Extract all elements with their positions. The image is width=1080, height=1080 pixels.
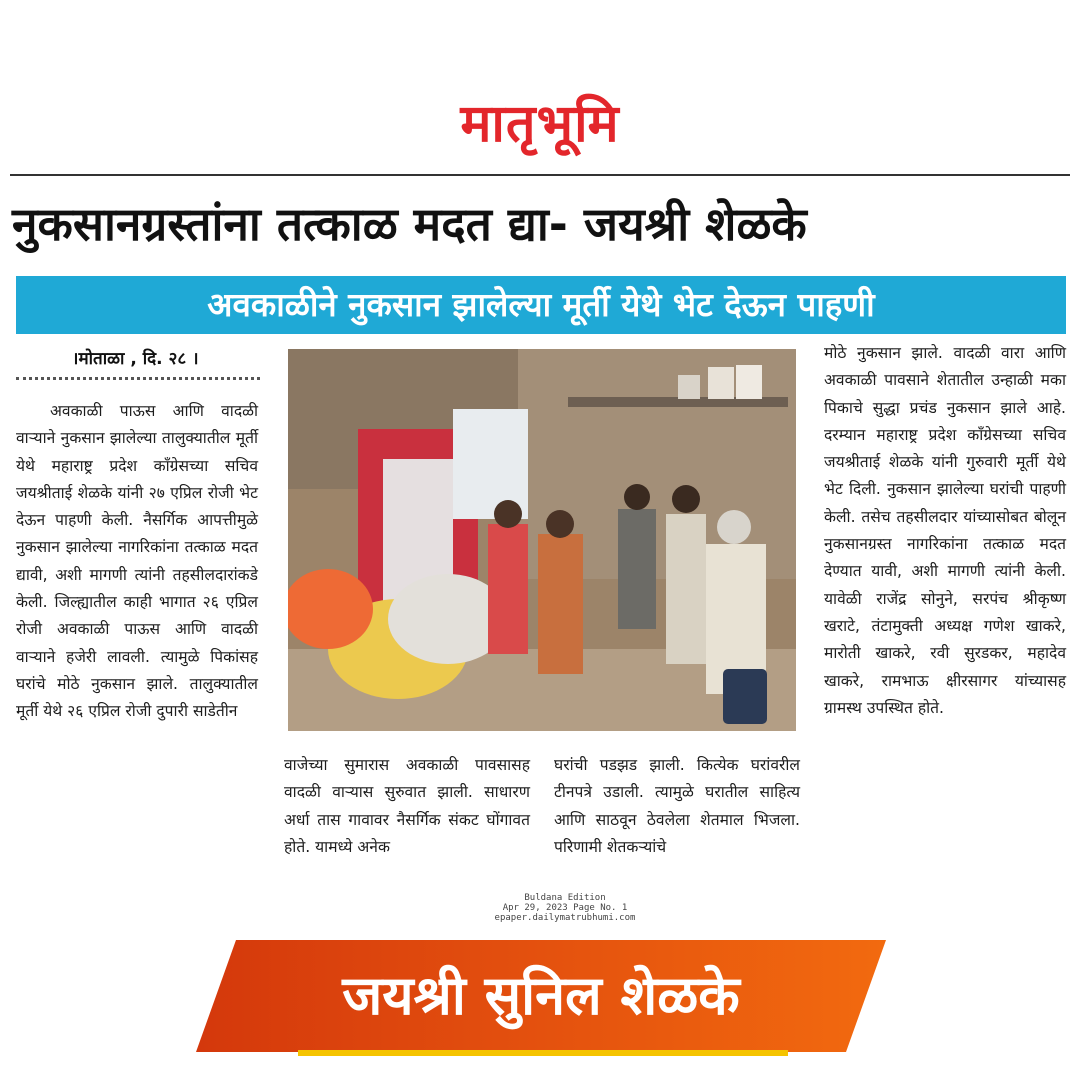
column-1-text: अवकाळी पाऊस आणि वादळी वाऱ्याने नुकसान झालेल्या तालुक्यातील मूर्ती येथे महाराष्ट्र प्रदेश काँग्रेसच्या सचिव जयश्रीताई शेळके यांनी २७ एप्रिल रोजी भेट देऊन पाहणी केली. नैसर्गिक आपत्तीमुळे नुकसान झालेल्या नागरिकांना तत्काळ मदत द्यावी, अशी मागणी त्यांनी तहसीलदारांकडे केली. जिल्ह्यातील काही भागात २६ एप्रिल रोजी अवकाळी पाऊस आणि वादळी वाऱ्याने हजेरी लावली. त्यामुळे पिकांसह घरांचे मोठे नुकसान झाले. तालुक्यातील मूर्ती येथे २६ एप्रिल रोजी दुपारी साडेतीन (16, 402, 258, 721)
newspaper-masthead: मातृभूमि (460, 94, 620, 154)
footer-site: epaper.dailymatrubhumi.com (494, 913, 636, 923)
footer-date-page: Apr 29, 2023 Page No. 1 (502, 903, 628, 913)
news-photo-illustration (288, 349, 796, 731)
article-subheadline: अवकाळीने नुकसान झालेल्या मूर्ती येथे भेट देऊन पाहणी (16, 276, 1066, 334)
news-photo (288, 349, 796, 731)
article-column-2: वाजेच्या सुमारास अवकाळी पावसासह वादळी वाऱ्यास सुरुवात झाली. साधारण अर्धा तास गावावर नैसर्गिक संकट घोंगावत होते. यामध्ये अनेक (284, 756, 530, 856)
banner-name-text: जयश्री सुनिल शेळके (342, 964, 740, 1027)
epaper-footer (440, 893, 690, 923)
masthead-rule (10, 174, 1070, 176)
article-headline: नुकसानग्रस्तांना तत्काळ मदत द्या- जयश्री शेळके (12, 197, 807, 251)
article-column-3: घरांची पडझड झाली. कित्येक घरांवरील टीनपत्रे उडाली. त्यामुळे घरातील साहित्य आणि साठवून ठेवलेला शेतमाल भिजला. परिणामी शेतकऱ्यांचे (554, 756, 800, 856)
article-dateline: ।मोताळा , दि. २८ । (72, 349, 199, 369)
article-column-4: मोठे नुकसान झाले. वादळी वारा आणि अवकाळी पावसाने शेतातील उन्हाळी मका पिकाचे सुद्धा प्रचंड नुकसान झाले आहे. दरम्यान महाराष्ट्र प्रदेश काँग्रेसच्या सचिव जयश्रीताई शेळके यांनी गुरुवारी मूर्ती येथे भेट दिली. नुकसान झालेल्या घरांची पाहणी केली. तसेच तहसीलदार यांच्यासोबत बोलून नुकसानग्रस्त नागरिकांना तत्काळ मदत देण्यात यावी, अशी मागणी त्यांनी केली. यावेळी राजेंद्र सोनुने, सरपंच श्रीकृष्ण खराटे, तंटामुक्ती अध्यक्ष गणेश खाकरे, मारोती खाकरे, रवी सुरडकर, महादेव खाकरे, रामभाऊ क्षीरसागर यांच्यासह ग्रामस्थ उपस्थित होते. (824, 344, 1066, 717)
name-banner (196, 940, 886, 1056)
footer-edition: Buldana Edition (524, 893, 606, 903)
article-column-1 (16, 398, 258, 726)
dotted-divider (16, 377, 260, 380)
